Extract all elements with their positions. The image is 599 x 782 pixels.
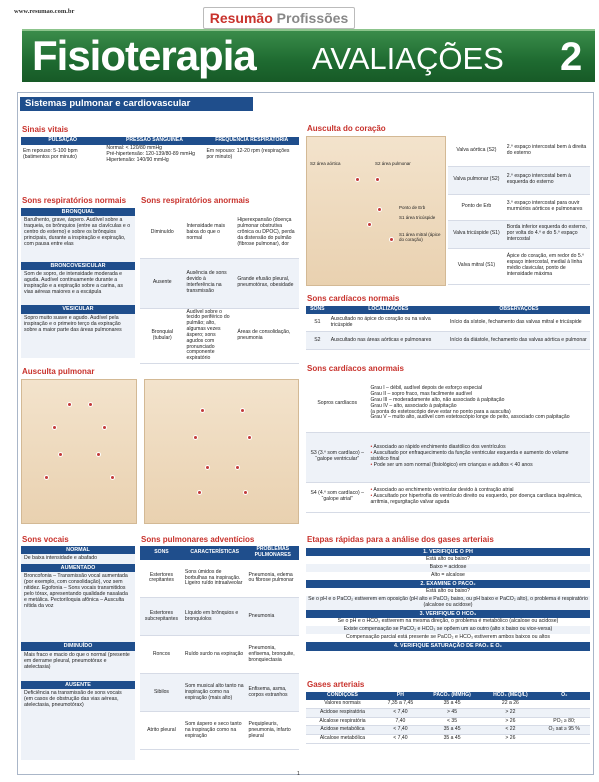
vitais-bp: Normal: < 120/80 mmHg (106, 144, 163, 151)
normais-label: BRONQUIAL (21, 208, 135, 216)
cn-sound: S1 (306, 314, 329, 332)
gas-o2: O₂ sat ≥ 95 % (538, 726, 590, 735)
title-sub: AVALIAÇÕES (312, 41, 504, 76)
ca-line: Grau IV – alto, associado à palpitação (370, 402, 457, 409)
gas-paco2: 35 a 45 (422, 700, 482, 708)
anormais-cause: Audível sobre o tecido periférico do pulmão; alto, algumas vezes áspero; sons agudos com pronunciado componente expiratório (185, 308, 236, 364)
cn-obs: Início da sístole, fechamento das valvas mitral e tricúspide (448, 314, 590, 332)
cn-loc: Auscultado no ápice do coração ou na valva tricúspide (329, 314, 448, 332)
valve-name: Ponto de Erb (448, 194, 505, 220)
adv-col: PROBLEMAS PULMONARES (247, 546, 299, 560)
heart-label: Ponto de Erb (399, 205, 426, 210)
valve-desc: 2.º espaço intercostal bem à direita do esterno (505, 136, 590, 166)
adv-col: SONS (140, 546, 183, 560)
title-number: 2 (560, 35, 583, 79)
title-banner (22, 29, 595, 82)
gas-cond: Alcalose metabólica (306, 735, 379, 744)
cn-col: SONS (306, 306, 329, 314)
vocais-label: DIMINUÍDO (21, 642, 135, 650)
heart-label: S1 área mitral (ápice do coração) (399, 232, 441, 243)
gas-o2 (538, 708, 590, 717)
normais-text: Sopro muito suave e agudo. Audível pela inspiração e o primeiro terço da expiração sobre a maior parte das áreas pulmonares (24, 314, 122, 333)
etapa-line: Existe compensação se PaCO₂ e HCO₃ se opõem um ao outro (alto x baixo ou vice-versa) (306, 626, 590, 634)
gases-title: Gases arteriais (307, 680, 365, 689)
gas-hco3: > 26 (482, 717, 538, 726)
etapa-line: Baixo = acidose (306, 564, 590, 572)
gas-hco3: > 22 (482, 708, 538, 717)
vitais-col: PULSAÇÃO (21, 137, 104, 145)
gas-paco2: < 35 (422, 717, 482, 726)
anormais-name: Bronquial (tubular) (140, 308, 185, 364)
etapa-line: Alto = alcalose (431, 572, 465, 579)
ca-line: • Auscultado por enfraquecimento da função ventricular esquerda e aumento do volume sistólico final (370, 451, 588, 463)
etapa-bar: 3. VERIFIQUE O HCO₃ (306, 610, 590, 618)
vitais-col: PRESSÃO SANGUÍNEA (104, 137, 204, 145)
valve-name: Valva pulmonar (S2) (448, 166, 505, 194)
chest-front-image (21, 379, 137, 524)
cn-col: OBSERVAÇÕES (448, 306, 590, 314)
adv-sound: Atrito pleural (140, 712, 183, 750)
gases-table (306, 692, 590, 764)
gas-hco3: < 22 (482, 726, 538, 735)
normais-text: Barulhento, grave, áspero. Audível sobre a traqueia, os brônquios (entre as clavículas e o centro do esterno) e sobre os brônquios principais, durante a inspiração e expiração, com pausa entre elas (24, 217, 131, 248)
section-title: Sistemas pulmonar e cardiovascular (20, 97, 253, 111)
heart-label: S1 área tricúspide (399, 215, 436, 220)
gas-paco2: 35 a 45 (422, 735, 482, 744)
card-anormais-title: Sons cardíacos anormais (307, 364, 404, 373)
gas-cond: Alcalose respiratória (306, 717, 379, 726)
ca-name: S4 (4.º som cardíaco) – “galope atrial” (306, 482, 368, 512)
anormais-table (140, 208, 299, 362)
vitais-table (21, 137, 299, 185)
anormais-cond: Hiperexpansão (doença pulmonar obstrutiva crônica ou DPOC), perda da distensão do pulmão (fibrose pulmonar), dor (235, 208, 299, 258)
etapa-bar: 2. EXAMINE O PACO₂ (306, 580, 590, 588)
gas-hco3: > 26 (482, 735, 538, 744)
gas-o2 (538, 735, 590, 744)
coracao-title: Ausculta do coração (307, 124, 386, 133)
cn-loc: Auscultado nas áreas aórticas e pulmonares (329, 332, 448, 350)
brand-logo (203, 7, 355, 29)
vocais-label: NORMAL (21, 546, 135, 554)
gas-col: PH (379, 692, 422, 700)
valve-name: Valva aórtica (S2) (448, 136, 505, 166)
vocais-text: De baixa intensidade e abafado (24, 555, 97, 562)
cn-col: LOCALIZAÇÕES (329, 306, 448, 314)
vocais-list (21, 546, 135, 760)
card-anormais-table (306, 376, 590, 526)
anormais-cause: Intensidade mais baixa do que o normal (185, 208, 236, 258)
chest-back-image (144, 379, 299, 524)
ca-line: (a ponta do estetoscópio deve estar no ponto para a ausculta) (370, 408, 511, 415)
cn-sound: S2 (306, 332, 329, 350)
gas-ph: 7,35 a 7,45 (379, 700, 422, 708)
brand-part-1: Resumão (209, 10, 273, 26)
normais-list (21, 208, 135, 358)
ca-name: S3 (3.º som cardíaco) – “galope ventricular” (306, 432, 368, 482)
gas-paco2: > 45 (422, 708, 482, 717)
gases-etapas-title: Etapas rápidas para a análise dos gases arteriais (307, 535, 494, 544)
anormais-name: Diminuído (140, 208, 185, 258)
adv-char: Ruído surdo na expiração (183, 636, 247, 674)
etapa-bar: 4. VERIFIQUE SATURAÇÃO DE PAO₂ E O₂ (306, 642, 590, 650)
ca-line: Grau I – débil, audível depois de esforço especial (370, 385, 483, 392)
card-normais-title: Sons cardíacos normais (307, 294, 400, 303)
gas-col: CONDIÇÕES (306, 692, 379, 700)
adv-prob: Pneumonia, enfisema, bronquite, bronquiectasia (247, 636, 299, 674)
brand-part-2: Profissões (276, 10, 349, 26)
vocais-text: Broncofonia – Transmissão vocal aumentada (por exemplo, com consolidação), voz sem nitidez. Egofonia – Sons vocais transmitidos pelo tórax, apresentando qualidade nasalada e metálica. Pectoriloquia afônica – Ausculta nítida da voz (24, 573, 128, 610)
anormais-cause: Ausência de sons devido à interferência na transmissão (185, 258, 236, 308)
cn-obs: Início da diástole, fechamento das valvas aórtica e pulmonar (448, 332, 590, 350)
valve-desc: Borda inferior esquerda do esterno, por volta do 4.º e do 5.º espaço intercostal (505, 220, 590, 248)
coracao-table (448, 136, 590, 286)
anormais-cond: Grande efusão pleural, pneumotórax, obesidade (235, 258, 299, 308)
vocais-text: Deficiência na transmissão de sons vocais (em casos de obstrução das vias aéreas, atelectasia, pneumotórax) (24, 689, 122, 708)
anormais-cond: Áreas de consolidação, pneumonia (235, 308, 299, 364)
vitais-title: Sinais vitais (22, 125, 69, 134)
valve-desc: Ápice do coração, em redor do 5.º espaço intercostal, medial à linha médio clavicular, ponto de intensidade máxima (505, 248, 590, 284)
valve-name: Valva tricúspide (S1) (448, 220, 505, 248)
heart-label: S2 área aórtica (310, 161, 341, 166)
gas-o2: PO₂ ≥ 80; (538, 717, 590, 726)
ausculta-pulmonar-title: Ausculta pulmonar (22, 367, 95, 376)
adv-char: Som musical alto tanto na inspiração como na expiração (mais alto) (183, 674, 247, 712)
heart-label: S2 área pulmonar (375, 161, 411, 166)
etapa-line: Se o pH e o HCO₃ estiverem na mesma direção, o problema é metabólico (alcalose ou acidose) (337, 618, 559, 625)
anormais-title: Sons respiratórios anormais (141, 196, 250, 205)
valve-desc: 2.º espaço intercostal bem à esquerda do esterno (505, 166, 590, 194)
gas-hco3: 22 a 26 (482, 700, 538, 708)
vitais-bp: Hipertensão: 140/90 mmHg (106, 156, 169, 163)
gas-cond: Valores normais (306, 700, 379, 708)
adv-sound: Estertores crepitantes (140, 560, 183, 598)
valve-name: Valva mitral (S1) (448, 248, 505, 284)
gas-col: HCO₃ (MEQ/L) (482, 692, 538, 700)
etapa-line: Se o pH e o PaCO₂ estiverem em oposição (pH alto e PaCO₂ baixo, ou pH baixo e PaCO₂ alto), o problema é respiratório (alcalose ou acidose) (306, 596, 590, 610)
gas-ph: 7,40 (379, 717, 422, 726)
vocais-text: Mais fraco e macio do que o normal (presente em derrame pleural, pneumotórax e atelectasia) (24, 651, 130, 670)
adv-prob: Pneumonia (247, 598, 299, 636)
gas-cond: Acidose respiratória (306, 708, 379, 717)
vocais-label: AUMENTADO (21, 564, 135, 572)
vocais-title: Sons vocais (22, 535, 69, 544)
adventicios-table (140, 546, 299, 760)
normais-label: VESICULAR (21, 305, 135, 313)
normais-title: Sons respiratórios normais (22, 196, 127, 205)
adv-sound: Sibilos (140, 674, 183, 712)
gas-ph: < 7,40 (379, 708, 422, 717)
ca-line: • Associado ao rápido enchimento diastólico dos ventrículos (370, 445, 588, 451)
gas-paco2: 35 a 45 (422, 726, 482, 735)
normais-label: BRONCOVESICULAR (21, 262, 135, 270)
etapa-line: Está alto ou baixo? (425, 588, 471, 595)
adv-char: Líquido em brônquios e bronquíolos (183, 598, 247, 636)
adv-char: Som áspero e seco tanto na inspiração como na expiração (183, 712, 247, 750)
adv-col: CARACTERÍSTICAS (183, 546, 247, 560)
valve-desc: 3.º espaço intercostal para ouvir murmúrios aórticos e pulmonares (505, 194, 590, 220)
vocais-label: AUSENTE (21, 681, 135, 689)
gas-col: PACO₂ (MMHG) (422, 692, 482, 700)
anormais-name: Ausente (140, 258, 185, 308)
heart-chest-image (306, 136, 446, 286)
vitais-col: FREQUÊNCIA RESPIRATÓRIA (204, 137, 299, 145)
ca-line: • Auscultado por hipertrofia do ventrículo direito ou esquerdo, por doença cardíaca isquêmica, arritmia, regurgitação valvar aguda (370, 494, 588, 506)
ca-line: Grau V – muito alto, audível com estetoscópio longe do peito, associado com palpitação (370, 414, 570, 421)
site-url[interactable]: www.resumao.com.br (14, 8, 75, 15)
adventicios-title: Sons pulmonares adventícios (141, 535, 255, 544)
adv-char: Sons úmidos de borbulhas na inspiração. Ligeiro ruído intraalveolar (183, 560, 247, 598)
etapa-bar: 1. VERIFIQUE O PH (306, 548, 590, 556)
gas-ph: < 7,40 (379, 735, 422, 744)
adv-sound: Roncos (140, 636, 183, 674)
etapa-line: Compensação parcial está presente se PaCO₂ e HCO₃ estiverem ambos baixos ou altos (346, 634, 550, 641)
ca-line: • Associado ao enchimento ventricular devido à contração atrial (370, 488, 588, 494)
ca-line: Grau II – sopro fraco, mas facilmente audível (370, 391, 473, 398)
gas-cond: Acidose metabólica (306, 726, 379, 735)
vitais-bp: Pré-hipertensão: 120-139/80-89 mmHg (106, 150, 196, 157)
vitais-pulse: Em repouso: 5-100 bpm (batimentos por minuto) (23, 147, 78, 160)
etapa-line: Está alto ou baixo? (425, 556, 471, 563)
card-normais-table (306, 306, 590, 356)
gas-ph: < 7,40 (379, 726, 422, 735)
title-main: Fisioterapia (32, 32, 256, 79)
adv-prob: Enfisema, asma, corpos estranhos (247, 674, 299, 712)
ca-name: Sopros cardíacos (306, 376, 368, 432)
adv-sound: Estertores subcrepitantes (140, 598, 183, 636)
ca-line: • Pode ser um som normal (fisiológico) em crianças e adultos < 40 anos (370, 463, 588, 469)
ca-line: Grau III – moderadamente alto, não associado à palpitação (370, 396, 505, 403)
page-number: 1 (297, 771, 300, 777)
adv-prob: Pequipleuris, pneumonia, infarto pleural (247, 712, 299, 750)
vitais-resp: Em repouso: 12-20 rpm (respirações por minuto) (206, 147, 290, 160)
gas-o2 (538, 700, 590, 708)
gas-col: O₂ (538, 692, 590, 700)
normais-text: Som de sopro, de intensidade moderada e aguda. Audível continuamente durante a inspiração e a expiração sobre a carina, as vias aéreas maiores e a escápula (24, 271, 123, 296)
adv-prob: Pneumonia, edema ou fibrose pulmonar (247, 560, 299, 598)
gases-etapas (306, 548, 590, 670)
